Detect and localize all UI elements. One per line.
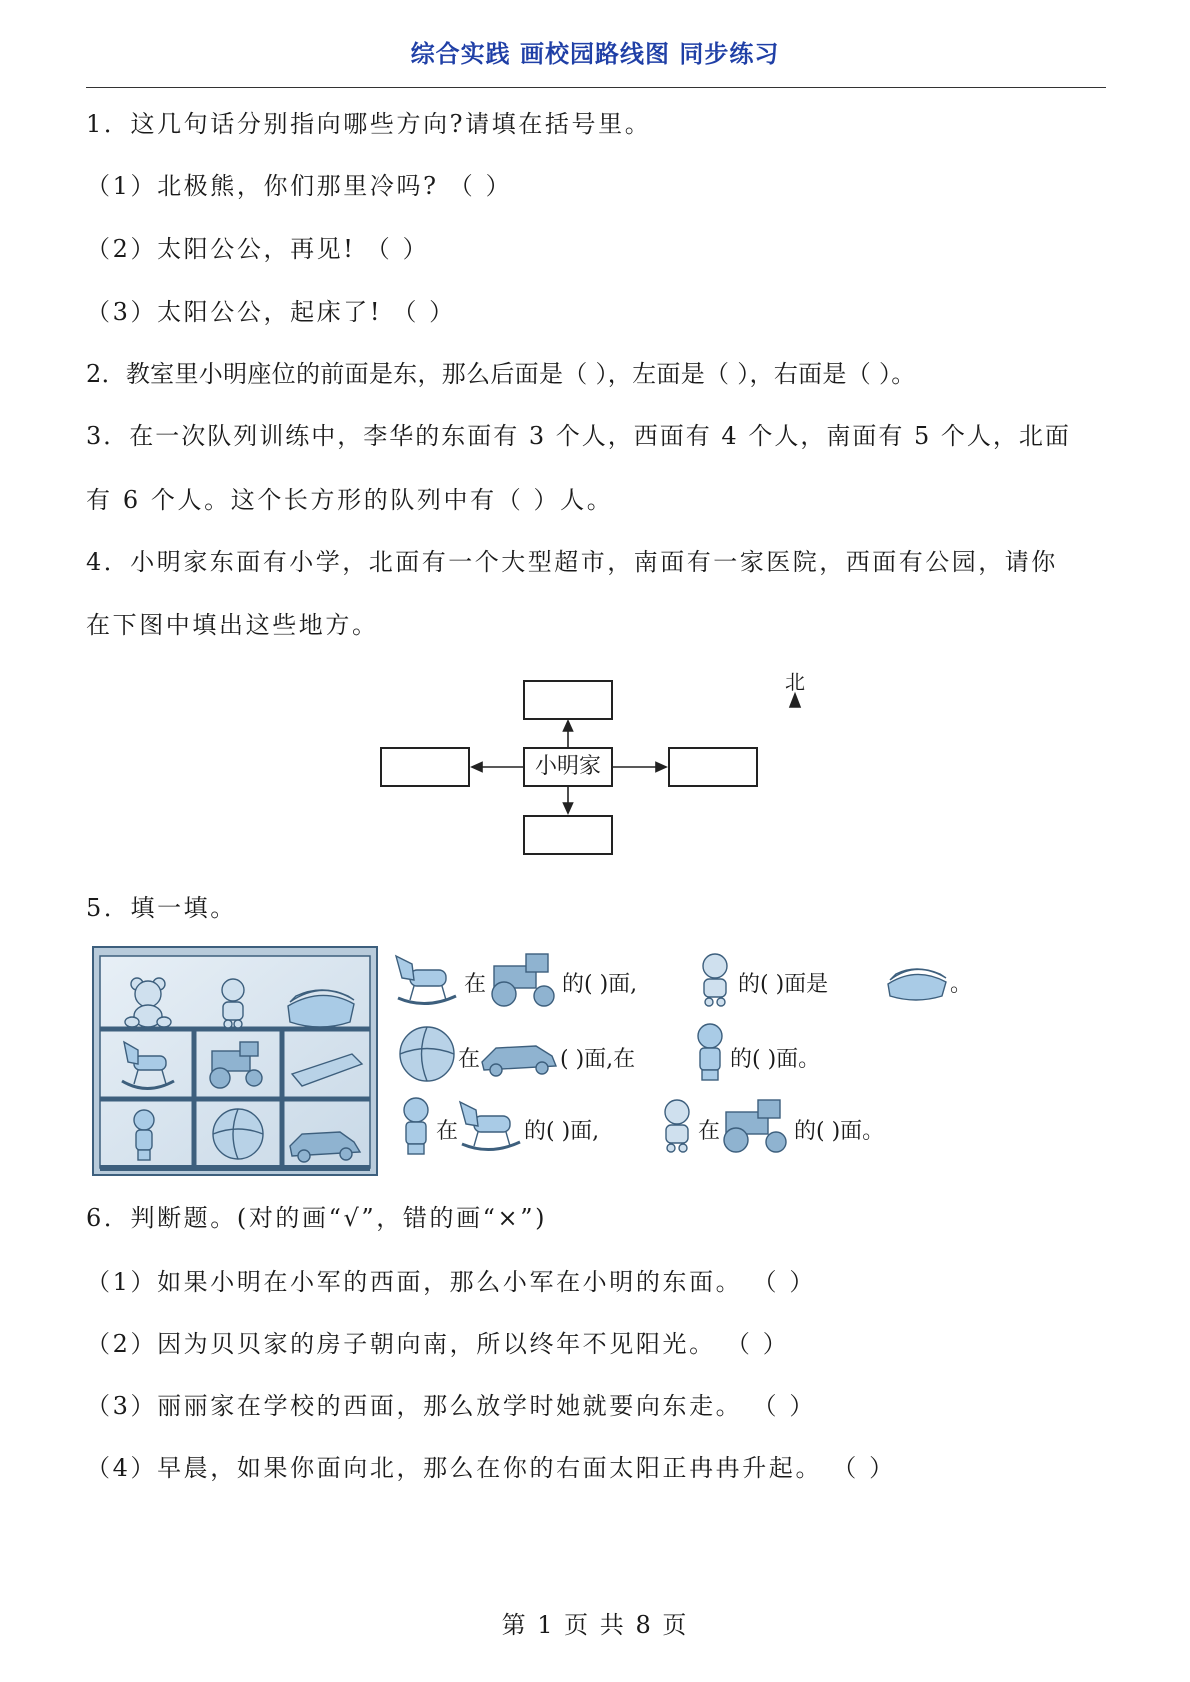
map-center-home: 小明家 xyxy=(523,747,613,787)
q5-row3-text-1: 在 xyxy=(436,1119,459,1144)
rocking-horse-icon xyxy=(392,950,462,1008)
q6-item-4: （4）早晨，如果你面向北，那么在你的右面太阳正冉冉升起。 （ ） xyxy=(86,1454,896,1482)
toy-shelf-illustration xyxy=(92,946,378,1176)
q6-stem: 6．判断题。(对的画“√”，错的画“×”) xyxy=(86,1204,548,1232)
q1-item-3: （3）太阳公公，起床了! （ ） xyxy=(86,298,456,326)
page-number: 第 1 页 共 8 页 xyxy=(501,1611,689,1639)
q5-row1-text-4: 。 xyxy=(950,972,973,997)
q5-row1-text-1: 在 xyxy=(464,972,487,997)
ball-icon xyxy=(398,1025,456,1083)
q2-text: 2．教室里小明座位的前面是东，那么后面是（ ），左面是（ ），右面是（ ）。 xyxy=(86,360,916,388)
q6-item-3: （3）丽丽家在学校的西面，那么放学时她就要向东走。 （ ） xyxy=(86,1392,816,1420)
q5-row1-text-2: 的( )面, xyxy=(562,972,638,997)
q5-row2-text-2: ( )面,在 xyxy=(560,1047,636,1072)
q4-line-1: 4．小明家东面有小学，北面有一个大型超市，南面有一家医院，西面有公园，请你 xyxy=(86,548,1058,576)
doll-icon xyxy=(222,979,244,1028)
q5-row3-text-4: 的( )面。 xyxy=(794,1119,885,1144)
telephone-icon xyxy=(884,956,950,1002)
north-arrow-icon xyxy=(790,694,800,707)
q1-stem: 1．这几句话分别指向哪些方向?请填在括号里。 xyxy=(86,110,652,138)
q1-item-1: （1）北极熊，你们那里冷吗? （ ） xyxy=(86,172,513,200)
q3-line-2: 有 6 个人。这个长方形的队列中有（ ）人。 xyxy=(86,486,614,514)
q5-row2-text-1: 在 xyxy=(458,1047,481,1072)
car-icon xyxy=(480,1034,558,1078)
telephone-icon xyxy=(288,990,354,1027)
q5-row3-text-2: 的( )面, xyxy=(524,1119,600,1144)
tractor-icon xyxy=(488,950,560,1008)
page-title: 综合实践 画校园路线图 同步练习 xyxy=(410,40,780,68)
doll-icon xyxy=(656,1098,698,1154)
robot-icon xyxy=(690,1022,730,1084)
doll-icon xyxy=(694,952,736,1008)
q5-stem: 5．填一填。 xyxy=(86,894,237,922)
q6-item-1: （1）如果小明在小军的西面，那么小军在小明的东面。 （ ） xyxy=(86,1268,816,1296)
q3-line-1: 3．在一次队列训练中，李华的东面有 3 个人，西面有 4 个人，南面有 5 个人，北面 xyxy=(86,422,1071,450)
q4-line-2: 在下图中填出这些地方。 xyxy=(86,611,379,639)
q1-item-2: （2）太阳公公，再见! （ ） xyxy=(86,235,430,263)
rocking-horse-icon xyxy=(458,1096,524,1154)
tractor-icon xyxy=(720,1096,792,1154)
q5-row1-text-3: 的( )面是 xyxy=(738,972,829,997)
ball-icon xyxy=(213,1109,263,1159)
q6-item-2: （2）因为贝贝家的房子朝向南，所以终年不见阳光。 （ ） xyxy=(86,1330,790,1358)
q5-row3-text-3: 在 xyxy=(698,1119,721,1144)
q5-row2-text-3: 的( )面。 xyxy=(730,1047,821,1072)
north-label: 北 xyxy=(785,670,805,694)
robot-icon xyxy=(396,1096,436,1158)
